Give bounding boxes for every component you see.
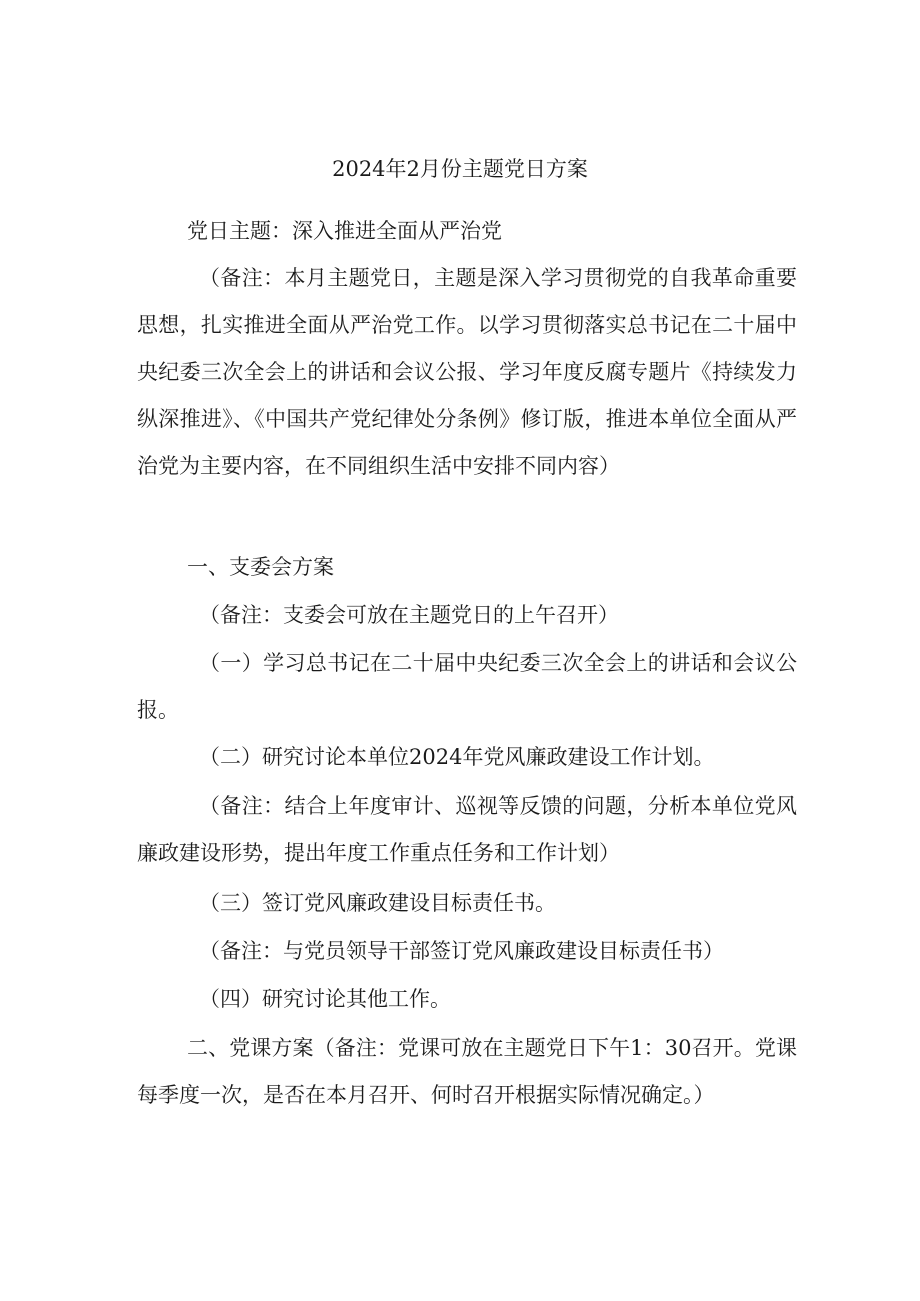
list-item-1: （一）学习总书记在二十届中央纪委三次全会上的讲话和会议公报。 <box>137 651 797 722</box>
paragraph-theme: 党日主题：深入推进全面从严治党 <box>187 219 502 243</box>
list-item-2: （二）研究讨论本单位2024年党风廉政建设工作计划。 <box>199 745 715 769</box>
paragraph-branch-committee-note: （备注：支委会可放在主题党日的上午召开） <box>199 603 619 627</box>
list-item-3: （三）签订党风廉政建设目标责任书。 <box>199 891 556 915</box>
paragraph-list-item-2-note: （备注：结合上年度审计、巡视等反馈的问题，分析本单位党风廉政建设形势，提出年度工作重点任务和工作计划） <box>137 794 797 865</box>
list-item-4: （四）研究讨论其他工作。 <box>199 987 451 1011</box>
document-title: 2024年2月份主题党日方案 <box>332 157 588 181</box>
section-heading-branch-committee: 一、支委会方案 <box>187 555 334 579</box>
paragraph-list-item-3-note: （备注：与党员领导干部签订党风廉政建设目标责任书） <box>199 939 724 963</box>
paragraph-theme-note: （备注：本月主题党日，主题是深入学习贯彻党的自我革命重要思想，扎实推进全面从严治党工作。以学习贯彻落实总书记在二十届中央纪委三次全会上的讲话和会议公报、学习年度反腐专题片《持续发力纵深推进》、《中国共产党纪律处分条例》修订版，推进本单位全面从严治党为主要内容，在不同组织生活中安排不同内容） <box>137 266 797 478</box>
section-heading-party-lecture: 二、党课方案（备注：党课可放在主题党日下午1：30召开。党课每季度一次，是否在本月召开、何时召开根据实际情况确定。） <box>137 1036 797 1107</box>
